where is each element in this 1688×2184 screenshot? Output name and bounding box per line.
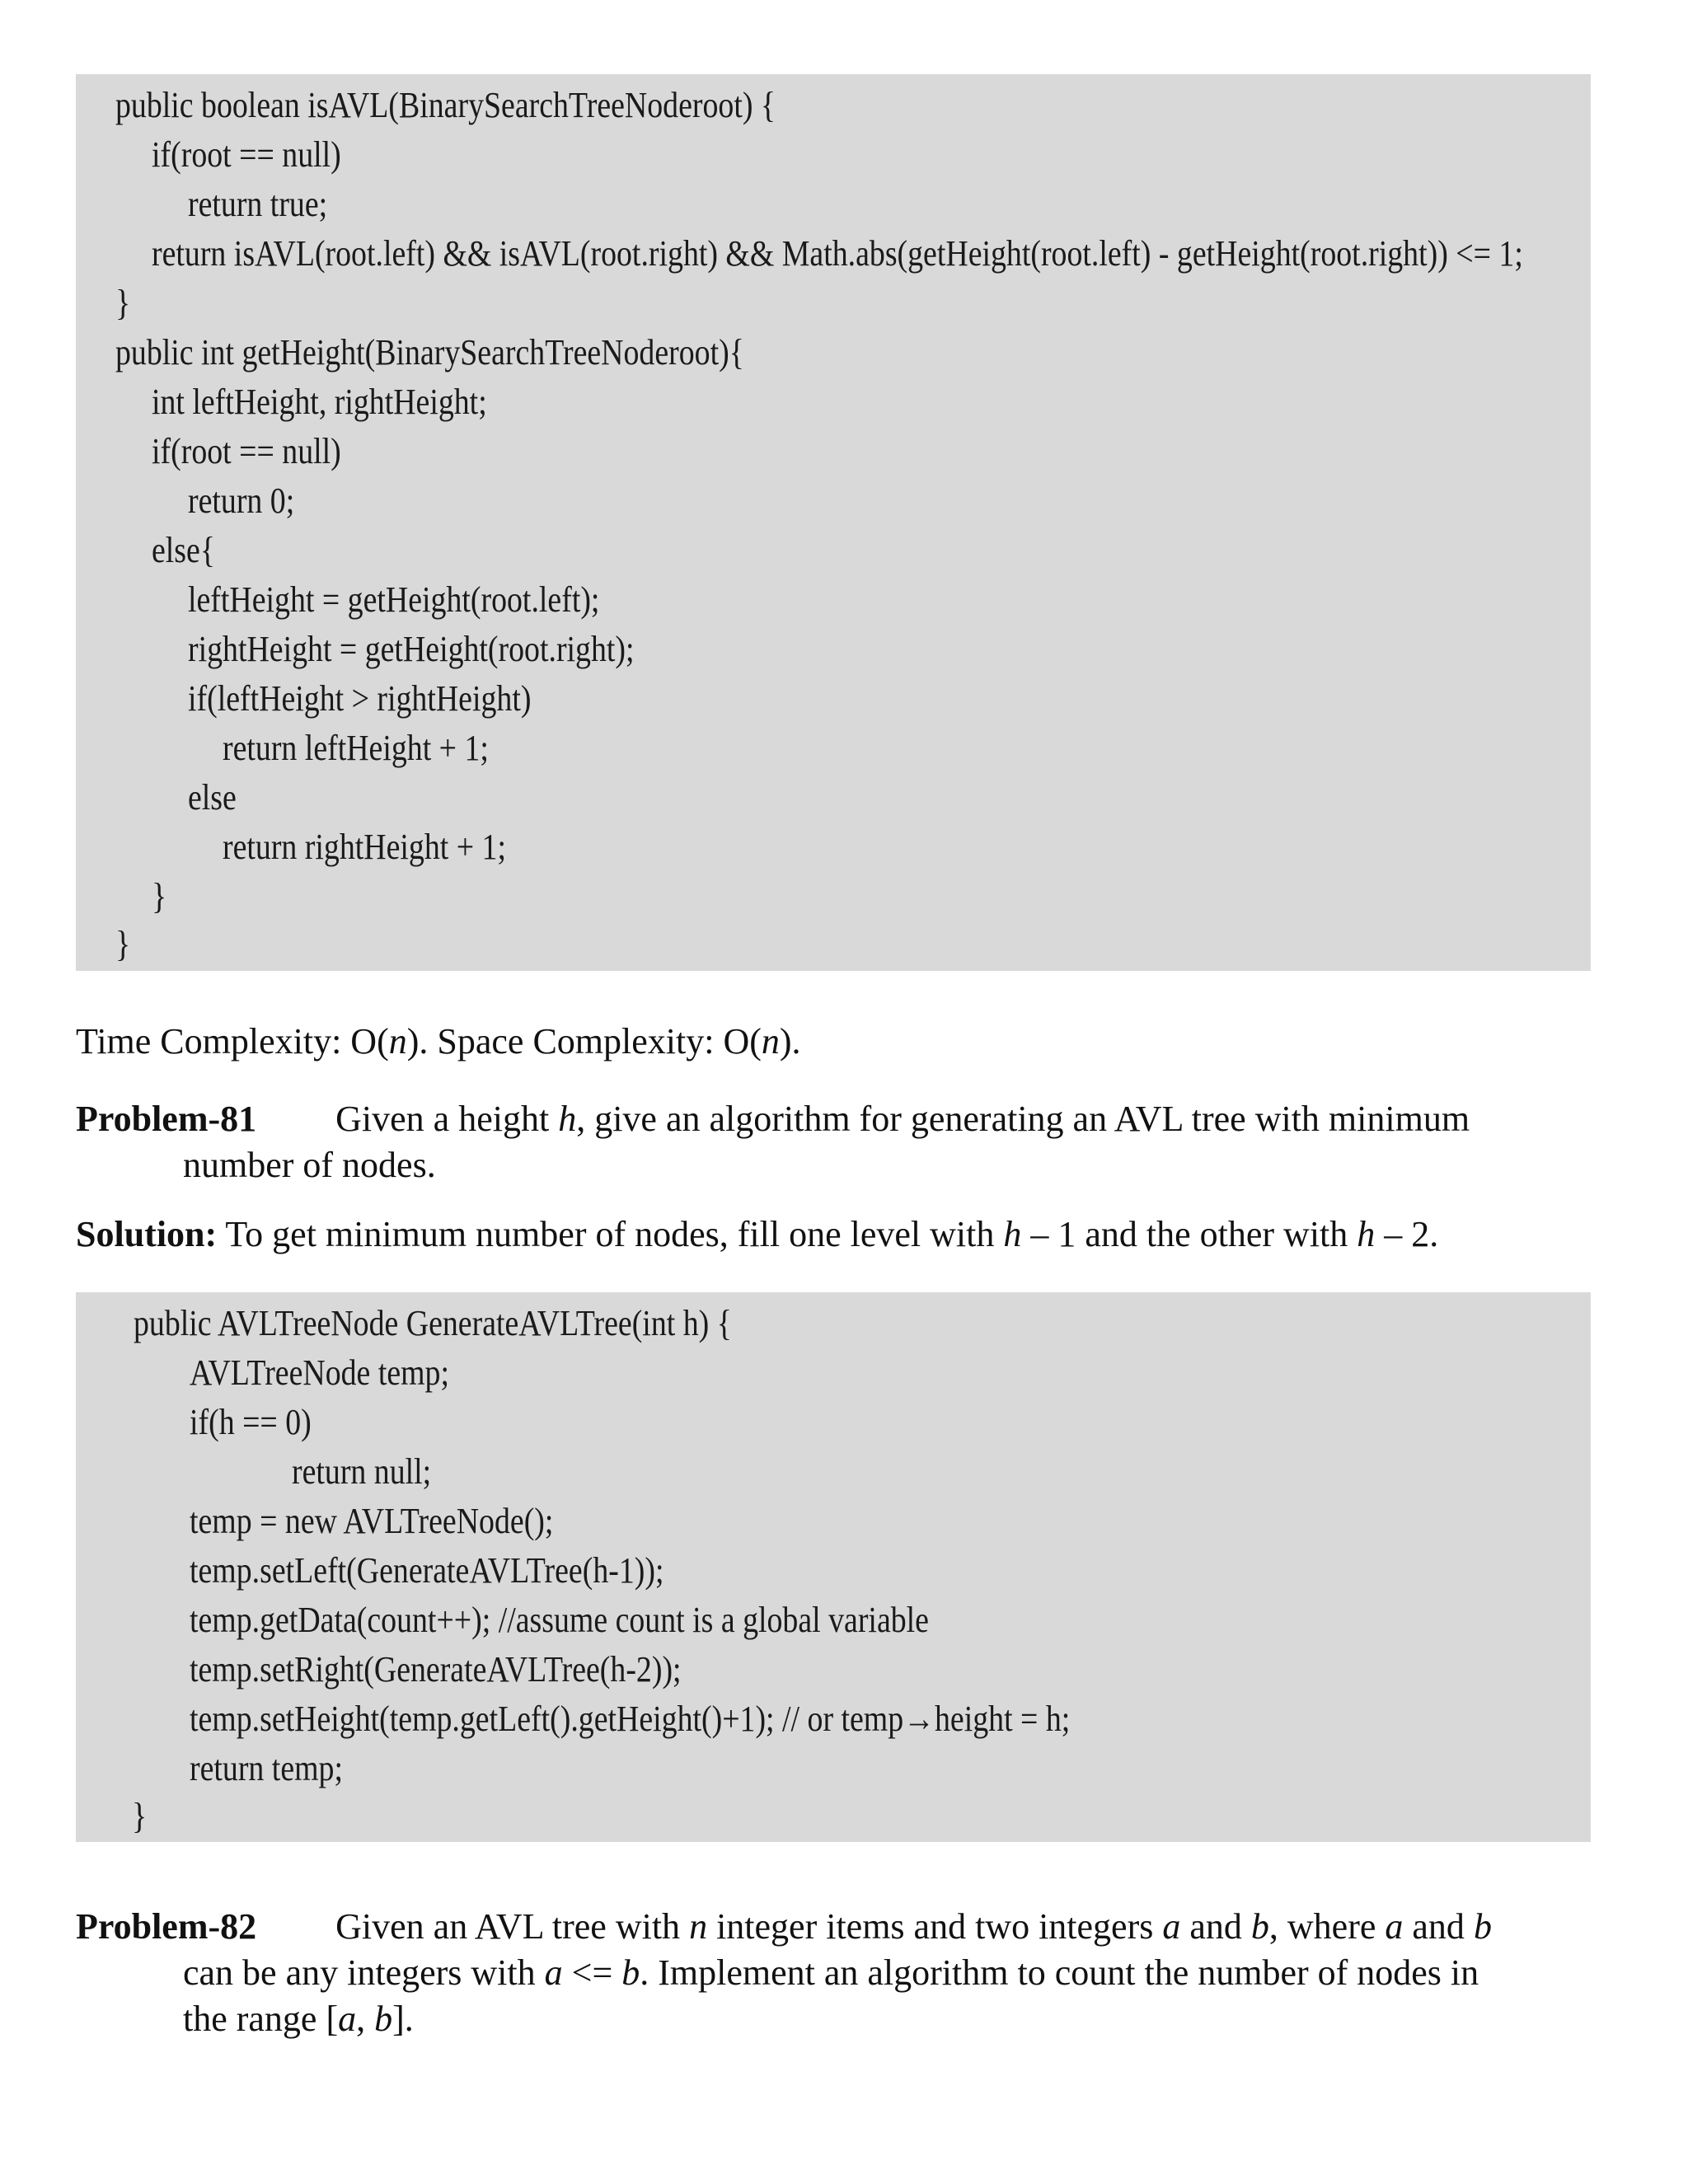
code-line: temp.setRight(GenerateAVLTree(h-2));: [190, 1649, 682, 1690]
text: . Implement an algorithm to count the number of nodes in: [640, 1952, 1479, 1993]
variable: b: [1250, 1906, 1269, 1947]
problem-81: [76, 1096, 1591, 1188]
code-line: public boolean isAVL(BinarySearchTreeNoderoot) {: [115, 85, 776, 125]
code-line: return temp;: [190, 1748, 343, 1788]
variable: b: [1473, 1906, 1492, 1947]
text: and: [1403, 1906, 1474, 1947]
code-line: else: [188, 777, 237, 818]
code-line: return 0;: [188, 480, 295, 521]
text: <=: [562, 1952, 622, 1993]
code-line: if(h == 0): [190, 1402, 312, 1442]
complexity-text: [76, 1019, 1591, 1065]
text: ).: [779, 1021, 801, 1062]
code-line: }: [115, 283, 131, 323]
variable: n: [689, 1906, 708, 1947]
code-line: if(root == null): [152, 431, 341, 471]
text: To get minimum number of nodes, fill one level with: [217, 1214, 1004, 1254]
text: – 1 and the other with: [1021, 1214, 1357, 1254]
variable: h: [1003, 1214, 1022, 1254]
code-line: temp.setHeight(temp.getLeft().getHeight()+1); // or temp→height = h;: [190, 1699, 1071, 1739]
text: ). Space Complexity: O(: [406, 1021, 762, 1062]
text: ].: [392, 1999, 414, 2039]
code-line: public AVLTreeNode GenerateAVLTree(int h) {: [134, 1303, 732, 1343]
code-line: }: [132, 1796, 148, 1836]
text: – 2.: [1375, 1214, 1439, 1254]
text: , where: [1268, 1906, 1386, 1947]
code-line: public int getHeight(BinarySearchTreeNoderoot){: [115, 332, 744, 373]
text: ,: [356, 1999, 375, 2039]
code-line: return isAVL(root.left) && isAVL(root.right) && Math.abs(getHeight(root.left) - getHeight(root.right)) <= 1;: [152, 233, 1523, 274]
variable: a: [1162, 1906, 1181, 1947]
solution: [76, 1212, 1591, 1258]
solution-label: Solution:: [76, 1214, 218, 1254]
variable: a: [544, 1952, 563, 1993]
text: Given an AVL tree with: [335, 1906, 690, 1947]
text: Given a height: [335, 1099, 559, 1139]
code-line: if(root == null): [152, 134, 341, 175]
code-line: int leftHeight, rightHeight;: [152, 382, 487, 422]
code-block-generate-avl: [76, 1292, 1591, 1842]
code-line: rightHeight = getHeight(root.right);: [188, 629, 635, 669]
code-line: return leftHeight + 1;: [223, 728, 489, 768]
code-line: temp.setLeft(GenerateAVLTree(h-1));: [190, 1550, 664, 1591]
code-line: temp.getData(count++); //assume count is a global variable: [190, 1600, 929, 1640]
text-line: [76, 1950, 1591, 1996]
problem-label: Problem-81: [76, 1099, 257, 1139]
code-line: AVLTreeNode temp;: [190, 1352, 449, 1393]
variable: b: [621, 1952, 640, 1993]
text: can be any integers with: [183, 1952, 545, 1993]
text: integer items and two integers: [707, 1906, 1163, 1947]
code-line: return null;: [292, 1451, 432, 1492]
code-block-isavl: [76, 74, 1591, 971]
text-line: [76, 1996, 1591, 2042]
code-line: else{: [152, 530, 215, 570]
text: Time Complexity: O(: [76, 1021, 389, 1062]
code-line: temp = new AVLTreeNode();: [190, 1501, 554, 1541]
code-line: }: [152, 876, 167, 916]
text: , give an algorithm for generating an AVL tree with minimum: [576, 1099, 1470, 1139]
variable: b: [374, 1999, 393, 2039]
variable: a: [1385, 1906, 1404, 1947]
variable: h: [1357, 1214, 1376, 1254]
variable: a: [338, 1999, 357, 2039]
code-line: return true;: [188, 184, 328, 224]
text: and: [1180, 1906, 1251, 1947]
code-line: return rightHeight + 1;: [223, 827, 506, 867]
problem-82: [76, 1904, 1591, 2042]
text: the range [: [183, 1999, 339, 2039]
code-line: if(leftHeight > rightHeight): [188, 678, 532, 719]
code-line: }: [115, 924, 131, 964]
variable: n: [761, 1021, 780, 1062]
variable: n: [388, 1021, 407, 1062]
variable: h: [558, 1099, 577, 1139]
problem-label: Problem-82: [76, 1906, 257, 1947]
text: number of nodes.: [183, 1145, 436, 1185]
code-line: leftHeight = getHeight(root.left);: [188, 579, 600, 620]
